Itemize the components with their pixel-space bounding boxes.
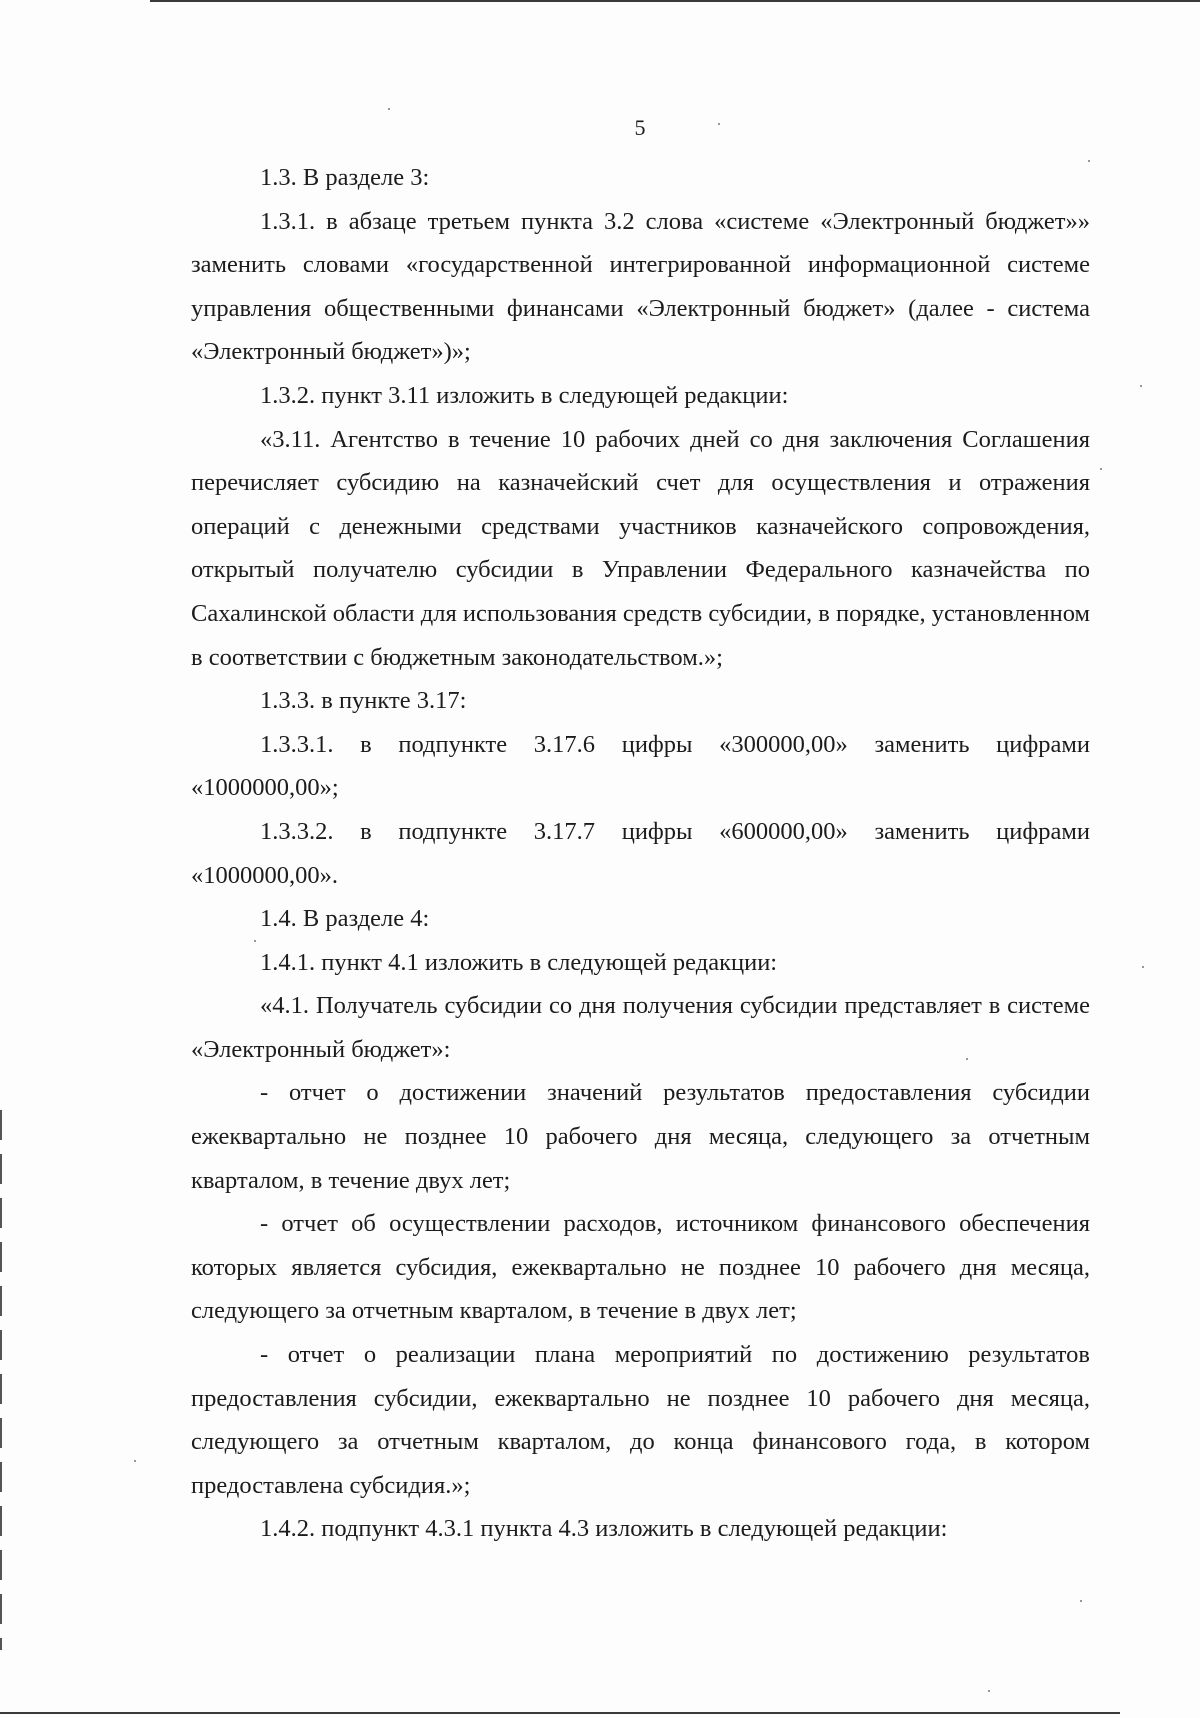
scan-speck: [1088, 160, 1090, 162]
paragraph-report-expenses: - отчет об осуществлении расходов, источником финансового обеспечения которых является субсидия, ежеквартально не позднее 10 рабочего дня месяца, следующего за отчетным кварталом, в течение в двух лет;: [191, 1210, 1090, 1325]
paragraph-3-11: «3.11. Агентство в течение 10 рабочих дней со дня заключения Соглашения перечисляет субсидию на казначейский счет для осуществления и отражения операций с денежными средствами участников казначейского сопровождения, открытый получателю субсидии в Управлении Федерального казначейства по Сахалинской области для использования средств субсидии, в порядке, установленном в соответствии с бюджетным законодательством.»;: [191, 425, 1090, 671]
document-body: [191, 156, 1090, 1551]
scan-speck: [718, 123, 720, 125]
scan-speck: [134, 1460, 136, 1462]
page-number: 5: [634, 115, 646, 140]
scan-border-bottom: [0, 1712, 1120, 1714]
paragraph-1-4-2: 1.4.2. подпункт 4.3.1 пункта 4.3 изложить в следующей редакции:: [260, 1515, 948, 1543]
paragraph-1-4: 1.4. В разделе 4:: [260, 905, 430, 933]
paragraph-report-plan: - отчет о реализации плана мероприятий по достижению результатов предоставления субсидии, ежеквартально не позднее 10 рабочего дня месяца, следующего за отчетным кварталом, до конца финансового года, в котором предоставлена субсидия.»;: [191, 1341, 1090, 1499]
scan-speck: [966, 1058, 968, 1060]
paragraph-report-results: - отчет о достижении значений результатов предоставления субсидии ежеквартально не позднее 10 рабочего дня месяца, следующего за отчетным кварталом, в течение двух лет;: [191, 1079, 1090, 1194]
paragraph-1-3-2: 1.3.2. пункт 3.11 изложить в следующей редакции:: [260, 381, 789, 409]
scan-border-top: [150, 0, 1200, 2]
scan-speck: [988, 1690, 990, 1692]
scan-speck: [254, 940, 256, 942]
paragraph-1-3-3-2: 1.3.3.2. в подпункте 3.17.7 цифры «600000,00» заменить цифрами «1000000,00».: [191, 817, 1090, 889]
paragraph-4-1: «4.1. Получатель субсидии со дня получения субсидии представляет в системе «Электронный бюджет»:: [191, 992, 1090, 1063]
paragraph-1-3-3-1: 1.3.3.1. в подпункте 3.17.6 цифры «300000,00» заменить цифрами «1000000,00»;: [191, 730, 1090, 802]
scan-border-left: [0, 1110, 2, 1650]
paragraph-1-3-3: 1.3.3. в пункте 3.17:: [260, 687, 467, 715]
scan-speck: [1142, 966, 1144, 968]
paragraph-1-4-1: 1.4.1. пункт 4.1 изложить в следующей редакции:: [260, 948, 778, 976]
paragraph-1-3: 1.3. В разделе 3:: [260, 164, 430, 191]
scan-speck: [1140, 385, 1142, 387]
scan-speck: [1080, 1600, 1082, 1602]
paragraph-1-3-1: 1.3.1. в абзаце третьем пункта 3.2 слова «системе «Электронный бюджет»» заменить словами «государственной интегрированной информационной системе управления общественными финансами «Электронный бюджет» (далее - система «Электронный бюджет»)»;: [191, 207, 1090, 366]
scan-speck: [1100, 468, 1102, 470]
scan-speck: [388, 108, 390, 110]
